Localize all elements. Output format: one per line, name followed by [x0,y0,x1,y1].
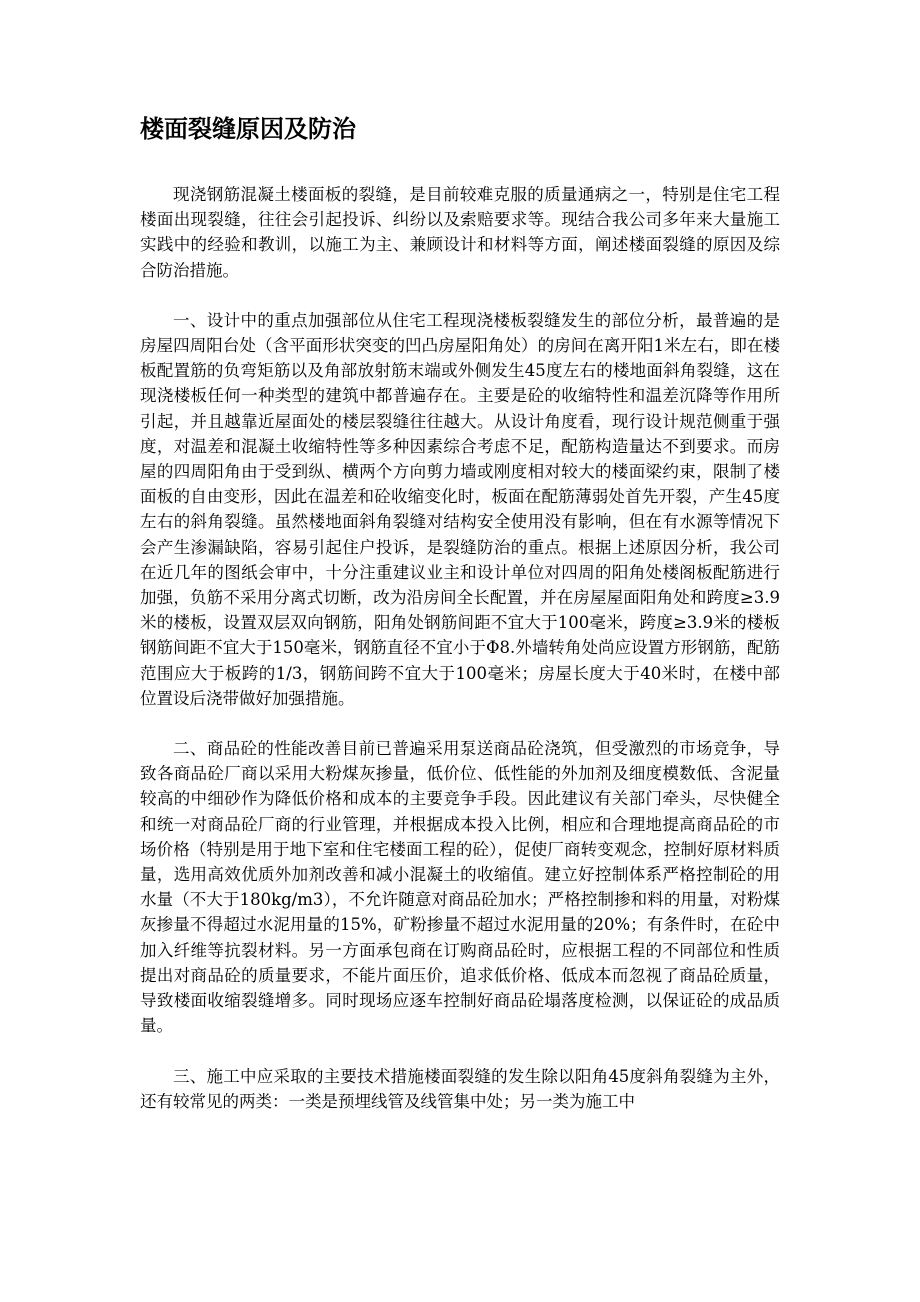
document-title: 楼面裂缝原因及防治 [140,115,356,143]
section-three-paragraph: 三、施工中应采取的主要技术措施楼面裂缝的发生除以阳角45度斜角裂缝为主外，还有较常见的两类：一类是预埋线管及线管集中处；另一类为施工中 [140,1066,780,1111]
document-page [140,112,780,1139]
section-one-paragraph: 一、设计中的重点加强部位从住宅工程现浇楼板裂缝发生的部位分析，最普遍的是房屋四周阳台处（含平面形状突变的凹凸房屋阳角处）的房间在离开阳1米左右，即在楼板配置筋的负弯矩筋以及角部放射筋末端或外侧发生45度左右的楼地面斜角裂缝，这在现浇楼板任何一种类型的建筑中都普遍存在。主要是砼的收缩特性和温差沉降等作用所引起，并且越靠近屋面处的楼层裂缝往往越大。从设计角度看，现行设计规范侧重于强度，对温差和混凝土收缩特性等多种因素综合考虑不足，配筋构造量达不到要求。而房屋的四周阳角由于受到纵、横两个方向剪力墙或刚度相对较大的楼面梁约束，限制了楼面板的自由变形，因此在温差和砼收缩变化时，板面在配筋薄弱处首先开裂，产生45度左右的斜角裂缝。虽然楼地面斜角裂缝对结构安全使用没有影响，但在有水源等情况下会产生渗漏缺陷，容易引起住户投诉，是裂缝防治的重点。根据上述原因分析，我公司在近几年的图纸会审中，十分注重建议业主和设计单位对四周的阳角处楼阁板配筋进行加强，负筋不采用分离式切断，改为沿房间全长配置，并在房屋屋面阳角处和跨度≥3.9米的楼板，设置双层双向钢筋，阳角处钢筋间距不宜大于100毫米，跨度≥3.9米的楼板钢筋间距不宜大于150毫米，钢筋直径不宜小于Φ8.外墙转角处尚应设置方形钢筋，配筋范围应大于板跨的1/3，钢筋间跨不宜大于100毫米；房屋长度大于40米时，在楼中部位置设后浇带做好加强措施。 [140,310,780,708]
section-two-paragraph: 二、商品砼的性能改善目前已普遍采用泵送商品砼浇筑，但受激烈的市场竞争，导致各商品砼厂商以采用大粉煤灰掺量，低价位、低性能的外加剂及细度模数低、含泥量较高的中细砂作为降低价格和成本的主要竞争手段。因此建议有关部门牵头，尽快健全和统一对商品砼厂商的行业管理，并根据成本投入比例，相应和合理地提高商品砼的市场价格（特别是用于地下室和住宅楼面工程的砼），促使厂商转变观念，控制好原材料质量，选用高效优质外加剂改善和减小混凝土的收缩值。建立好控制体系严格控制砼的用水量（不大于180kg/m3），不允许随意对商品砼加水；严格控制掺和料的用量，对粉煤灰掺量不得超过水泥用量的15%，矿粉掺量不超过水泥用量的20%；有条件时，在砼中加入纤维等抗裂材料。另一方面承包商在订购商品砼时，应根据工程的不同部位和性质提出对商品砼的质量要求，不能片面压价，追求低价格、低成本而忽视了商品砼质量，导致楼面收缩裂缝增多。同时现场应逐车控制好商品砼塌落度检测，以保证砼的成品质量。 [140,739,780,1036]
intro-paragraph: 现浇钢筋混凝土楼面板的裂缝，是目前较难克服的质量通病之一，特别是住宅工程楼面出现裂缝，往往会引起投诉、纠纷以及索赔要求等。现结合我公司多年来大量施工实践中的经验和教训，以施工为主、兼顾设计和材料等方面，阐述楼面裂缝的原因及综合防治措施。 [140,185,780,280]
